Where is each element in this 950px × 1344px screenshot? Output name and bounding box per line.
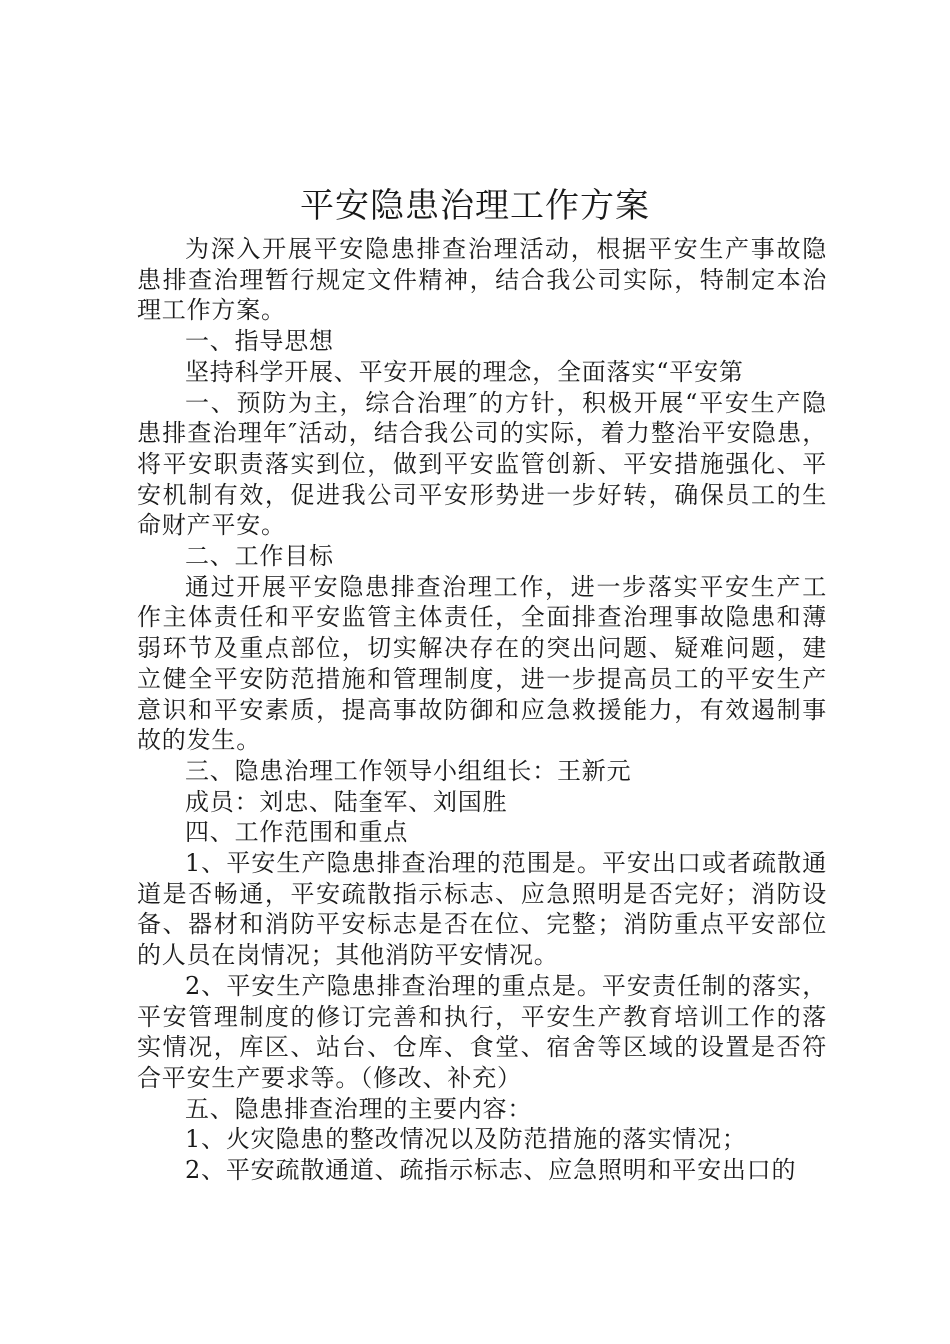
paragraph-scope-1: 1、平安生产隐患排查治理的范围是。平安出口或者疏散通道是否畅通，平安疏散指示标志、应急照明是否完好；消防设备、器材和消防平安标志是否在位、完整；消防重点平安部位的人员在岗情况；其他消防平安情况。 xyxy=(137,849,827,970)
section-heading-scope: 四、工作范围和重点 xyxy=(185,818,409,847)
paragraph-scope-2: 2、平安生产隐患排查治理的重点是。平安责任制的落实，平安管理制度的修订完善和执行，平安生产教育培训工作的落实情况，库区、站台、仓库、食堂、宿舍等区域的设置是否符合平安生产要求等。（修改、补充） xyxy=(137,971,827,1092)
section-heading-leading-group: 三、隐患治理工作领导小组组长：王新元 xyxy=(185,756,632,785)
paragraph-content-1: 1、火灾隐患的整改情况以及防范措施的落实情况； xyxy=(185,1125,747,1154)
paragraph-group-members: 成员：刘忠、陆奎军、刘国胜 xyxy=(185,787,508,816)
document-body xyxy=(137,234,827,1186)
paragraph-guiding-ideology-1: 坚持科学开展、平安开展的理念，全面落实“平安第 xyxy=(185,357,744,386)
section-heading-main-content: 五、隐患排查治理的主要内容： xyxy=(185,1094,533,1123)
paragraph-guiding-ideology-2: 一、预防为主，综合治理″的方针，积极开展“平安生产隐患排查治理年″活动，结合我公司的实际，着力整治平安隐患，将平安职责落实到位，做到平安监管创新、平安措施强化、平安机制有效，促进我公司平安形势进一步好转，确保员工的生命财产平安。 xyxy=(137,388,827,540)
paragraph-content-2: 2、平安疏散通道、疏指示标志、应急照明和平安出口的 xyxy=(185,1156,797,1185)
paragraph-work-goals: 通过开展平安隐患排查治理工作，进一步落实平安生产工作主体责任和平安监管主体责任，全面排查治理事故隐患和薄弱环节及重点部位，切实解决存在的突出问题、疑难问题，建立健全平安防范措施和管理制度，进一步提高员工的平安生产意识和平安素质，提高事故防御和应急救援能力，有效遏制事故的发生。 xyxy=(137,572,827,755)
document-title: 平安隐患治理工作方案 xyxy=(300,186,650,226)
paragraph-intro: 为深入开展平安隐患排查治理活动，根据平安生产事故隐患排查治理暂行规定文件精神，结合我公司实际，特制定本治理工作方案。 xyxy=(137,235,827,325)
section-heading-guiding-ideology: 一、指导思想 xyxy=(185,327,334,356)
section-heading-work-goals: 二、工作目标 xyxy=(185,542,334,571)
